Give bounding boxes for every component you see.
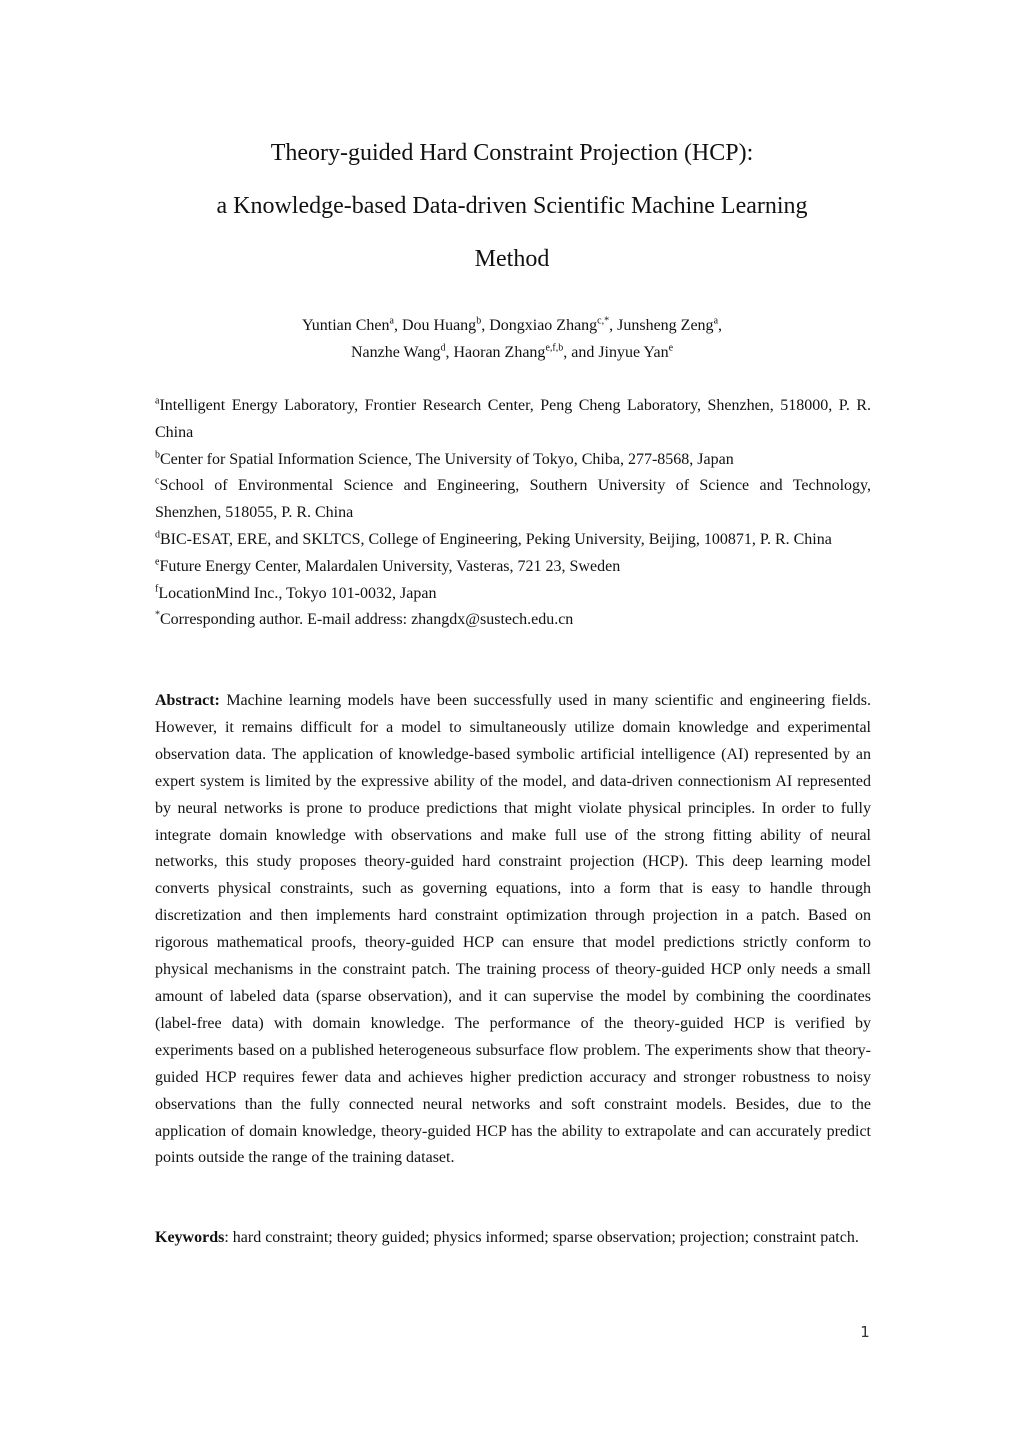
abstract-text: Machine learning models have been successfully used in many scientific and engineering fields. However, it remains difficult for a model to simultaneously utilize domain knowledge and experimental observation data. The application of knowledge-based symbolic artificial intelligence (AI) represented by an expert system is limited by the expressive ability of the model, and data-driven connectionism AI represented by neural networks is prone to produce predictions that might violate physical principles. In order to fully integrate domain knowledge with observations and make full use of the strong fitting ability of neural networks, this study proposes theory-guided hard constraint projection (HCP). This deep learning model converts physical constraints, such as governing equations, into a form that is easy to handle through discretization and then implements hard constraint optimization through projection in a patch. Based on rigorous mathematical proofs, theory-guided HCP can ensure that model predictions strictly conform to physical mechanisms in the constraint patch. The training process of theory-guided HCP only needs a small amount of labeled data (sparse observation), and it can supervise the model by combining the coordinates (label-free data) with domain knowledge. The performance of the theory-guided HCP is verified by experiments based on a published heterogeneous subsurface flow problem. The experiments show that theory-guided HCP requires fewer data and achieves higher prediction accuracy and stronger robustness to noisy observations than the fully connected neural networks and soft constraint models. Besides, due to the application of domain knowledge, theory-guided HCP has the ability to extrapolate and can accurately predict points outside the range of the training dataset. bbox=[155, 692, 871, 1167]
paper-title-line-1: Theory-guided Hard Constraint Projection (HCP): bbox=[270, 140, 754, 166]
author-line-2: Nanzhe Wang$^d$, Haoran Zhang$^{e,f,b}$, and Jinyue Yan$^e$ bbox=[350, 342, 674, 361]
affiliation-a: $^a$Intelligent Energy Laboratory, Frontier Research Center, Peng Cheng Laboratory, Shenzhen, 518000, P. R. China bbox=[155, 395, 871, 441]
keywords-label: Keywords bbox=[155, 1229, 225, 1246]
affiliation-b: $^b$Center for Spatial Information Science, The University of Tokyo, Chiba, 277-8568, Japan bbox=[155, 449, 734, 468]
paper-title-line-2: a Knowledge-based Data-driven Scientific Machine Learning bbox=[216, 193, 808, 219]
author: Dou Huang$^b$ bbox=[401, 315, 482, 334]
author: Haoran Zhang$^{e,f,b}$ bbox=[453, 342, 564, 361]
keywords-text: : hard constraint; theory guided; physics informed; sparse observation; projection; constraint patch. bbox=[224, 1229, 859, 1246]
affiliation-d: $^d$BIC-ESAT, ERE, and SKLTCS, College of Engineering, Peking University, Beijing, 100871, P. R. China bbox=[155, 529, 832, 548]
author: Yuntian Chen$^a$ bbox=[301, 315, 394, 334]
abstract bbox=[155, 688, 871, 1172]
author: Junsheng Zeng$^a$ bbox=[617, 315, 719, 334]
abstract-label: Abstract: bbox=[155, 692, 220, 709]
affiliation-c: $^c$School of Environmental Science and Engineering, Southern University of Science and Technology, Shenzhen, 518055, P. R. China bbox=[155, 476, 871, 522]
author-line-1: Yuntian Chen$^a$, Dou Huang$^b$, Dongxiao Zhang$^{c,*}$, Junsheng Zeng$^a$, bbox=[301, 315, 723, 334]
author: Nanzhe Wang$^d$ bbox=[350, 342, 446, 361]
keywords bbox=[155, 1225, 871, 1252]
affiliations bbox=[155, 393, 871, 634]
affiliation-f: $^f$LocationMind Inc., Tokyo 101-0032, Japan bbox=[155, 583, 437, 602]
page-number: 1 bbox=[860, 1323, 870, 1341]
corresponding-author: *Corresponding author. E-mail address: zhangdx@sustech.edu.cn bbox=[155, 610, 574, 629]
author: Jinyue Yan$^e$ bbox=[598, 342, 674, 361]
affiliation-e: $^e$Future Energy Center, Malardalen University, Vasteras, 721 23, Sweden bbox=[155, 556, 621, 575]
paper-title-line-3: Method bbox=[474, 246, 550, 272]
author-corresponding: Dongxiao Zhang$^{c,*}$ bbox=[489, 315, 610, 334]
